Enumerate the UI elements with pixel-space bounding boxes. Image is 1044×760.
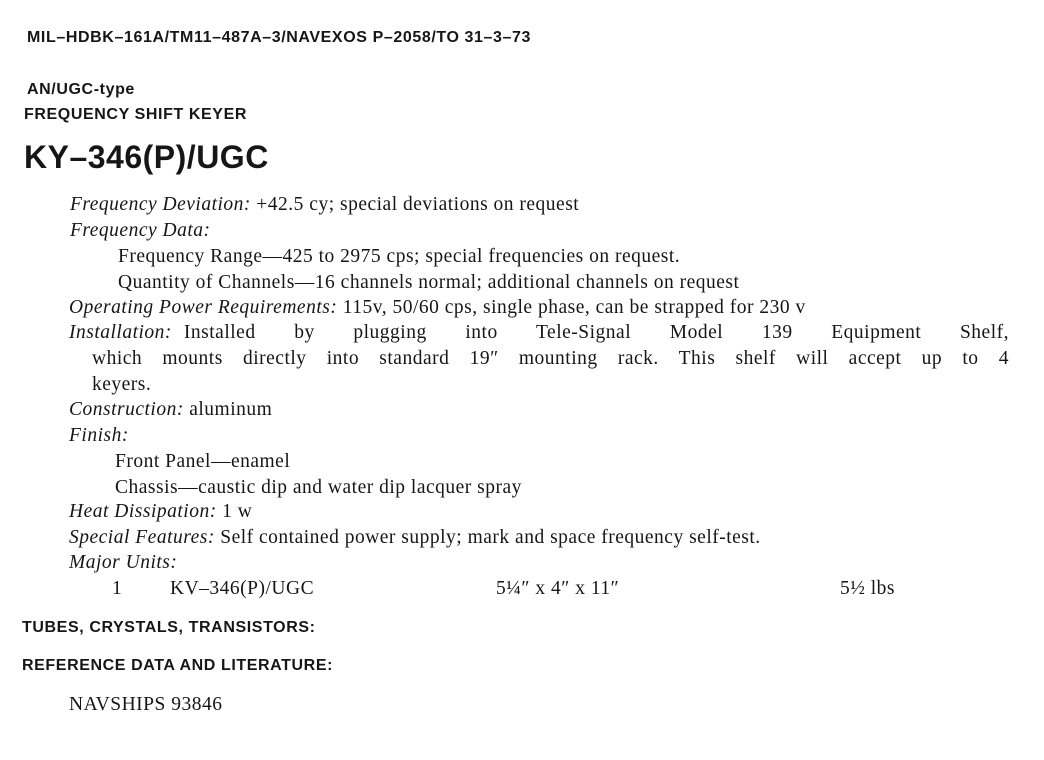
special-features-value: Self contained power supply; mark and space frequency self-test. xyxy=(220,527,761,548)
frequency-deviation-label: Frequency Deviation: xyxy=(70,194,251,215)
frequency-deviation-value: +42.5 cy; special deviations on request xyxy=(256,194,580,215)
equipment-category: AN/UGC-type xyxy=(27,81,135,98)
power-requirements-line xyxy=(69,295,806,321)
reference-section-heading: REFERENCE DATA AND LITERATURE: xyxy=(22,657,334,674)
installation-value-2: which mounts directly into standard 19″ mounting rack. This shelf will accept up to 4 xyxy=(92,348,1009,369)
heat-dissipation-value: 1 w xyxy=(222,501,253,522)
frequency-deviation-line xyxy=(70,192,579,218)
equipment-type: FREQUENCY SHIFT KEYER xyxy=(24,106,247,123)
finish-chassis: Chassis—caustic dip and water dip lacquer spray xyxy=(115,477,522,498)
construction-value: aluminum xyxy=(189,399,273,420)
major-unit-name: KV–346(P)/UGC xyxy=(170,578,315,599)
power-requirements-label: Operating Power Requirements: xyxy=(69,297,338,318)
construction-line xyxy=(69,397,272,423)
heat-dissipation-line xyxy=(69,499,252,525)
installation-label: Installation: xyxy=(69,322,172,343)
tubes-section-heading: TUBES, CRYSTALS, TRANSISTORS: xyxy=(22,619,316,636)
reference-item: NAVSHIPS 93846 xyxy=(69,694,223,715)
model-title: KY–346(P)/UGC xyxy=(24,139,269,175)
major-unit-dimensions: 5¼″ x 4″ x 11″ xyxy=(496,578,620,599)
special-features-line xyxy=(69,525,761,551)
major-unit-weight: 5½ lbs xyxy=(840,578,896,599)
frequency-data-label: Frequency Data: xyxy=(70,220,211,241)
finish-front-panel: Front Panel—enamel xyxy=(115,451,291,472)
installation-line-1 xyxy=(69,320,1009,346)
quantity-of-channels: Quantity of Channels—16 channels normal; additional channels on request xyxy=(118,272,740,293)
frequency-range: Frequency Range—425 to 2975 cps; special frequencies on request. xyxy=(118,246,681,267)
major-unit-qty: 1 xyxy=(112,578,123,599)
special-features-label: Special Features: xyxy=(69,527,215,548)
installation-value-3: keyers. xyxy=(92,374,152,395)
construction-label: Construction: xyxy=(69,399,184,420)
document-number: MIL–HDBK–161A/TM11–487A–3/NAVEXOS P–2058/TO 31–3–73 xyxy=(27,29,532,46)
finish-label: Finish: xyxy=(69,425,129,446)
major-units-label: Major Units: xyxy=(69,552,178,573)
heat-dissipation-label: Heat Dissipation: xyxy=(69,501,217,522)
power-requirements-value: 115v, 50/60 cps, single phase, can be strapped for 230 v xyxy=(342,297,806,318)
installation-value-1: Installed by plugging into Tele-Signal Model 139 Equipment Shelf, xyxy=(183,322,1009,343)
